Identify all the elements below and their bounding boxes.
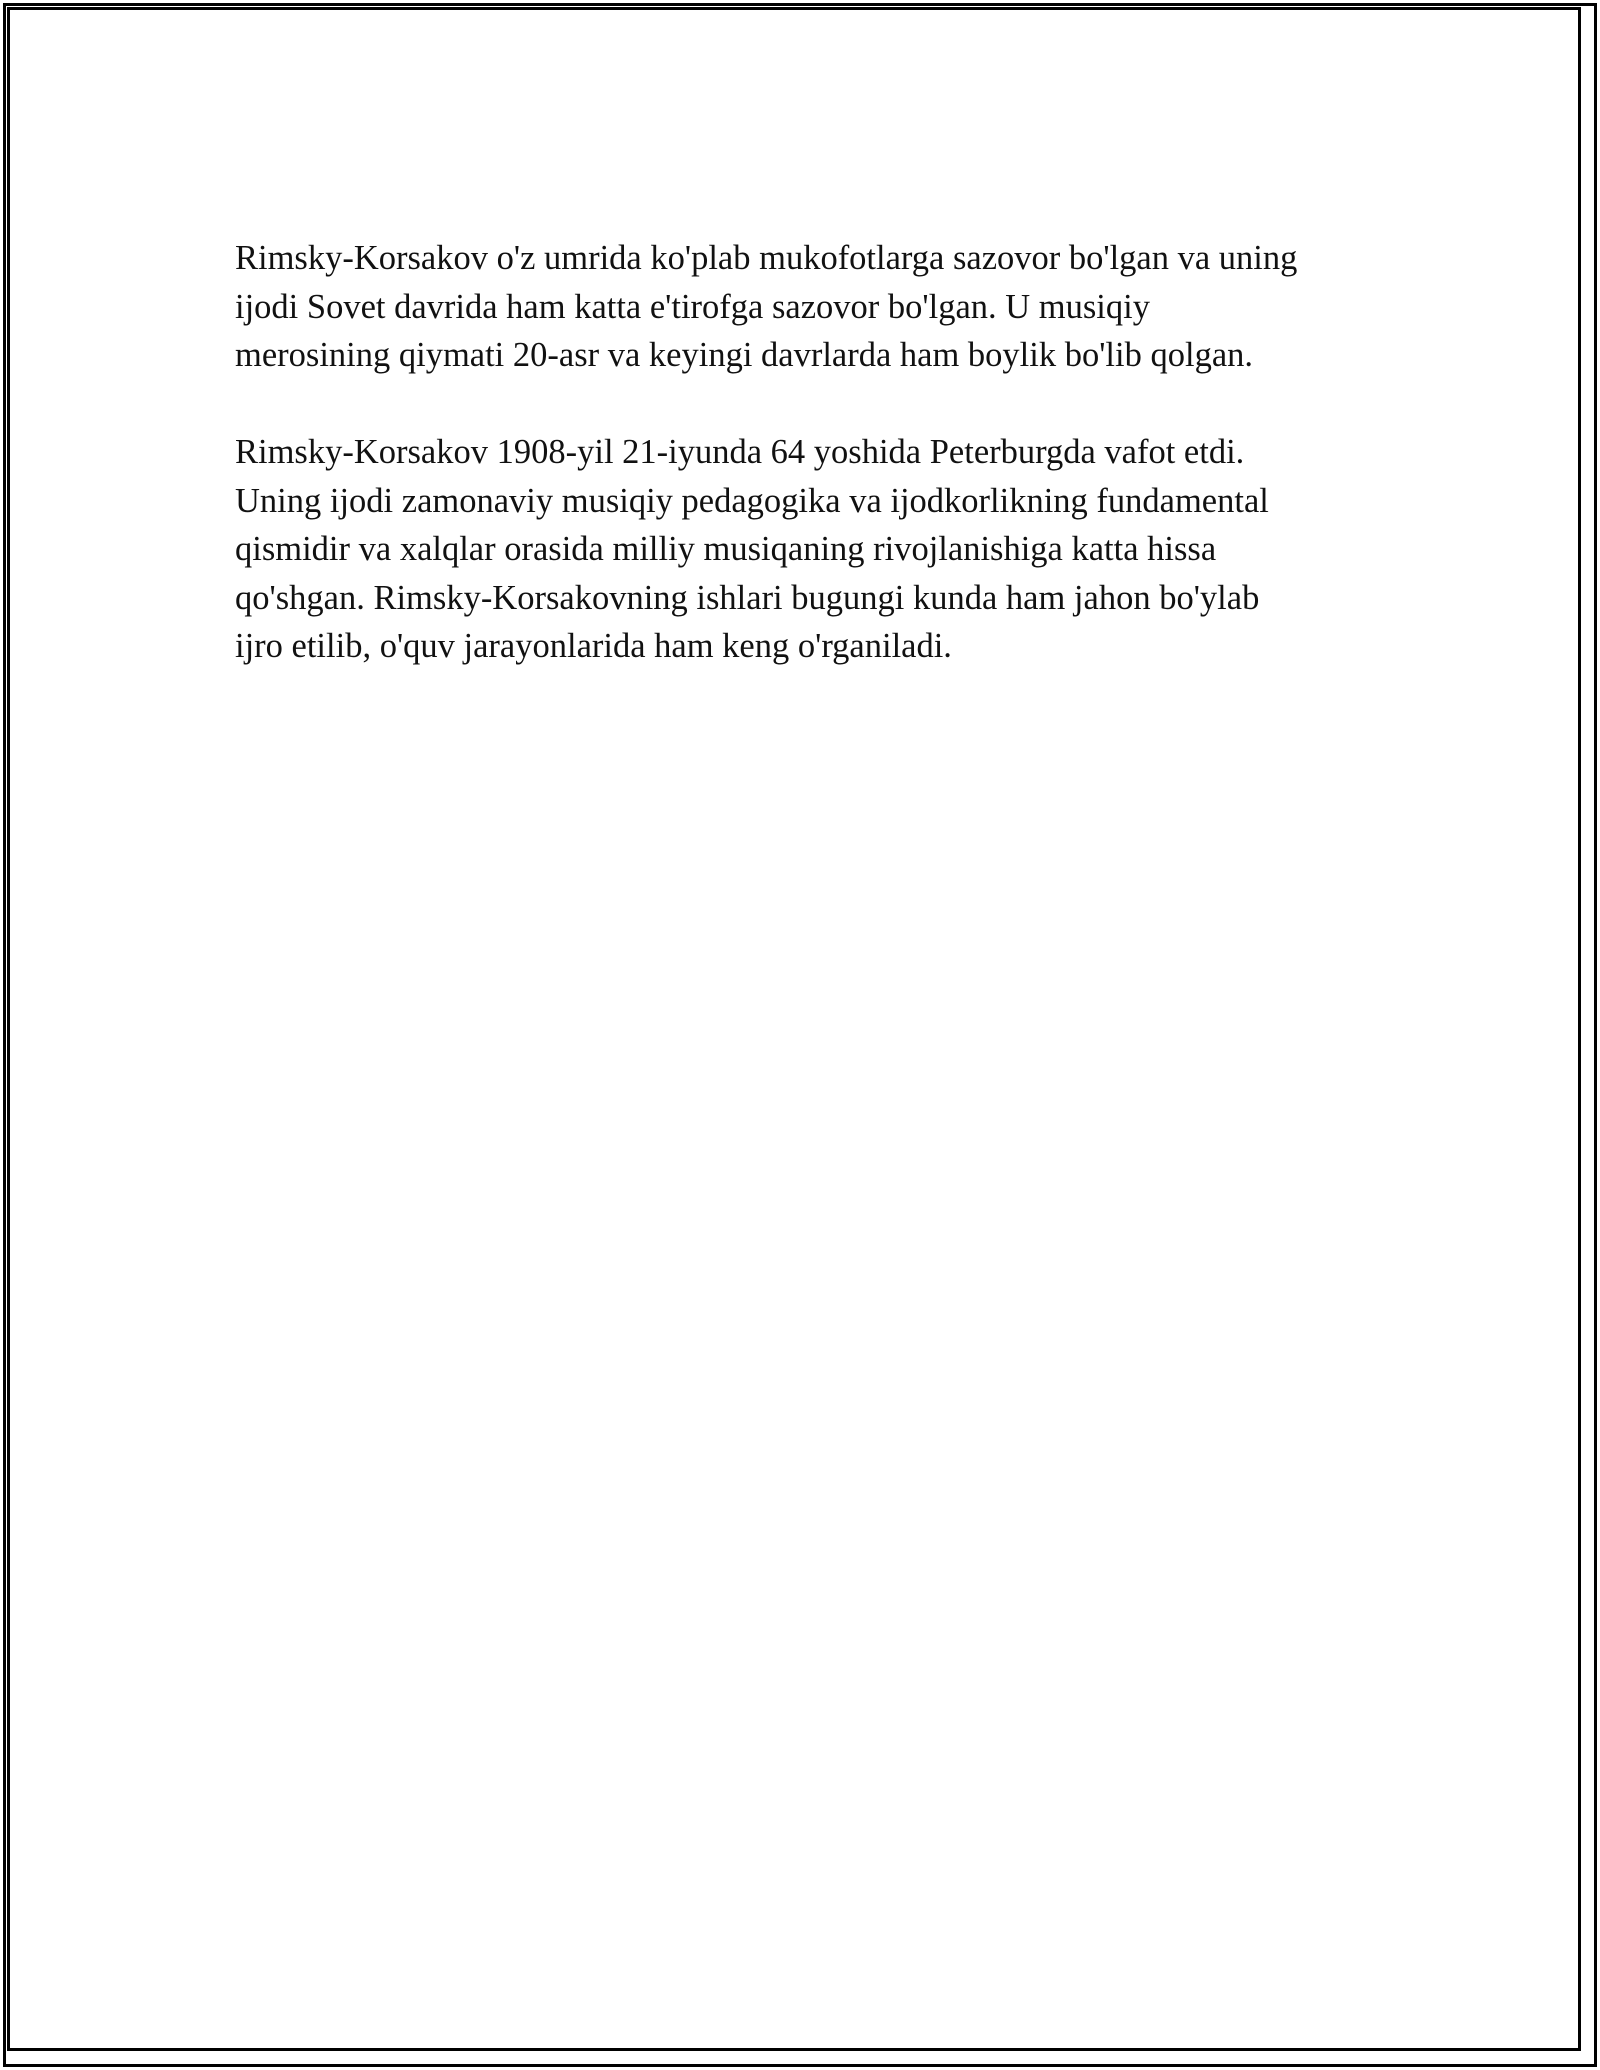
- paragraph-2-line-5: ijro etilib, o'quv jarayonlarida ham keng o'rganiladi.: [235, 627, 952, 665]
- paragraph-2-line-1: Rimsky-Korsakov 1908-yil 21-iyunda 64 yoshida Peterburgda vafot etdi.: [235, 433, 1245, 471]
- paragraph-1: [235, 234, 1375, 380]
- paragraph-1-line-1: Rimsky-Korsakov o'z umrida ko'plab mukofotlarga sazovor bo'lgan va uning: [235, 239, 1298, 277]
- paragraph-1-line-3: merosining qiymati 20-asr va keyingi davrlarda ham boylik bo'lib qolgan.: [235, 336, 1254, 374]
- document-body: [235, 234, 1375, 719]
- paragraph-2: [235, 428, 1375, 671]
- paragraph-2-line-3: qismidir va xalqlar orasida milliy musiqaning rivojlanishiga katta hissa: [235, 530, 1217, 568]
- paragraph-2-line-2: Uning ijodi zamonaviy musiqiy pedagogika va ijodkorlikning fundamental: [235, 481, 1269, 520]
- paragraph-2-line-4: qo'shgan. Rimsky-Korsakovning ishlari bugungi kunda ham jahon bo'ylab: [235, 578, 1260, 617]
- paragraph-1-line-2: ijodi Sovet davrida ham katta e'tirofga sazovor bo'lgan. U musiqiy: [235, 287, 1150, 326]
